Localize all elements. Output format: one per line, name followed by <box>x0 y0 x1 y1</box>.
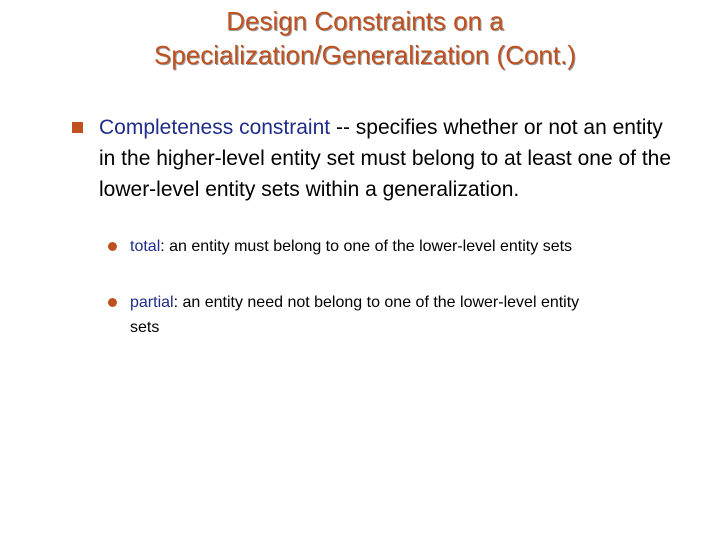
title-line-1: Design Constraints on a <box>226 6 504 36</box>
sub-bullet-term: partial <box>130 294 174 311</box>
main-bullet-text <box>99 112 672 205</box>
sub-bullet-term: total <box>130 238 161 255</box>
sub-bullet-description: : an entity need not belong to one of the lower-level entity sets <box>130 294 580 336</box>
main-bullet-term: Completeness constraint <box>99 116 331 139</box>
title-line-2: Specialization/Generalization (Cont.) <box>154 40 576 70</box>
square-bullet-icon <box>72 122 83 133</box>
round-bullet-icon <box>108 242 117 251</box>
main-bullet <box>72 112 672 205</box>
sub-bullet-description: : an entity must belong to one of the lower-level entity sets <box>160 238 573 255</box>
main-bullet-description: -- specifies whether or not an entity in the higher-level entity set must belong to at least one of the lower-level entity sets within a generalization. <box>99 116 672 201</box>
round-bullet-icon <box>108 298 117 307</box>
sub-bullet-partial <box>130 290 610 340</box>
sub-bullet-total <box>130 234 610 259</box>
slide-title <box>60 4 670 72</box>
